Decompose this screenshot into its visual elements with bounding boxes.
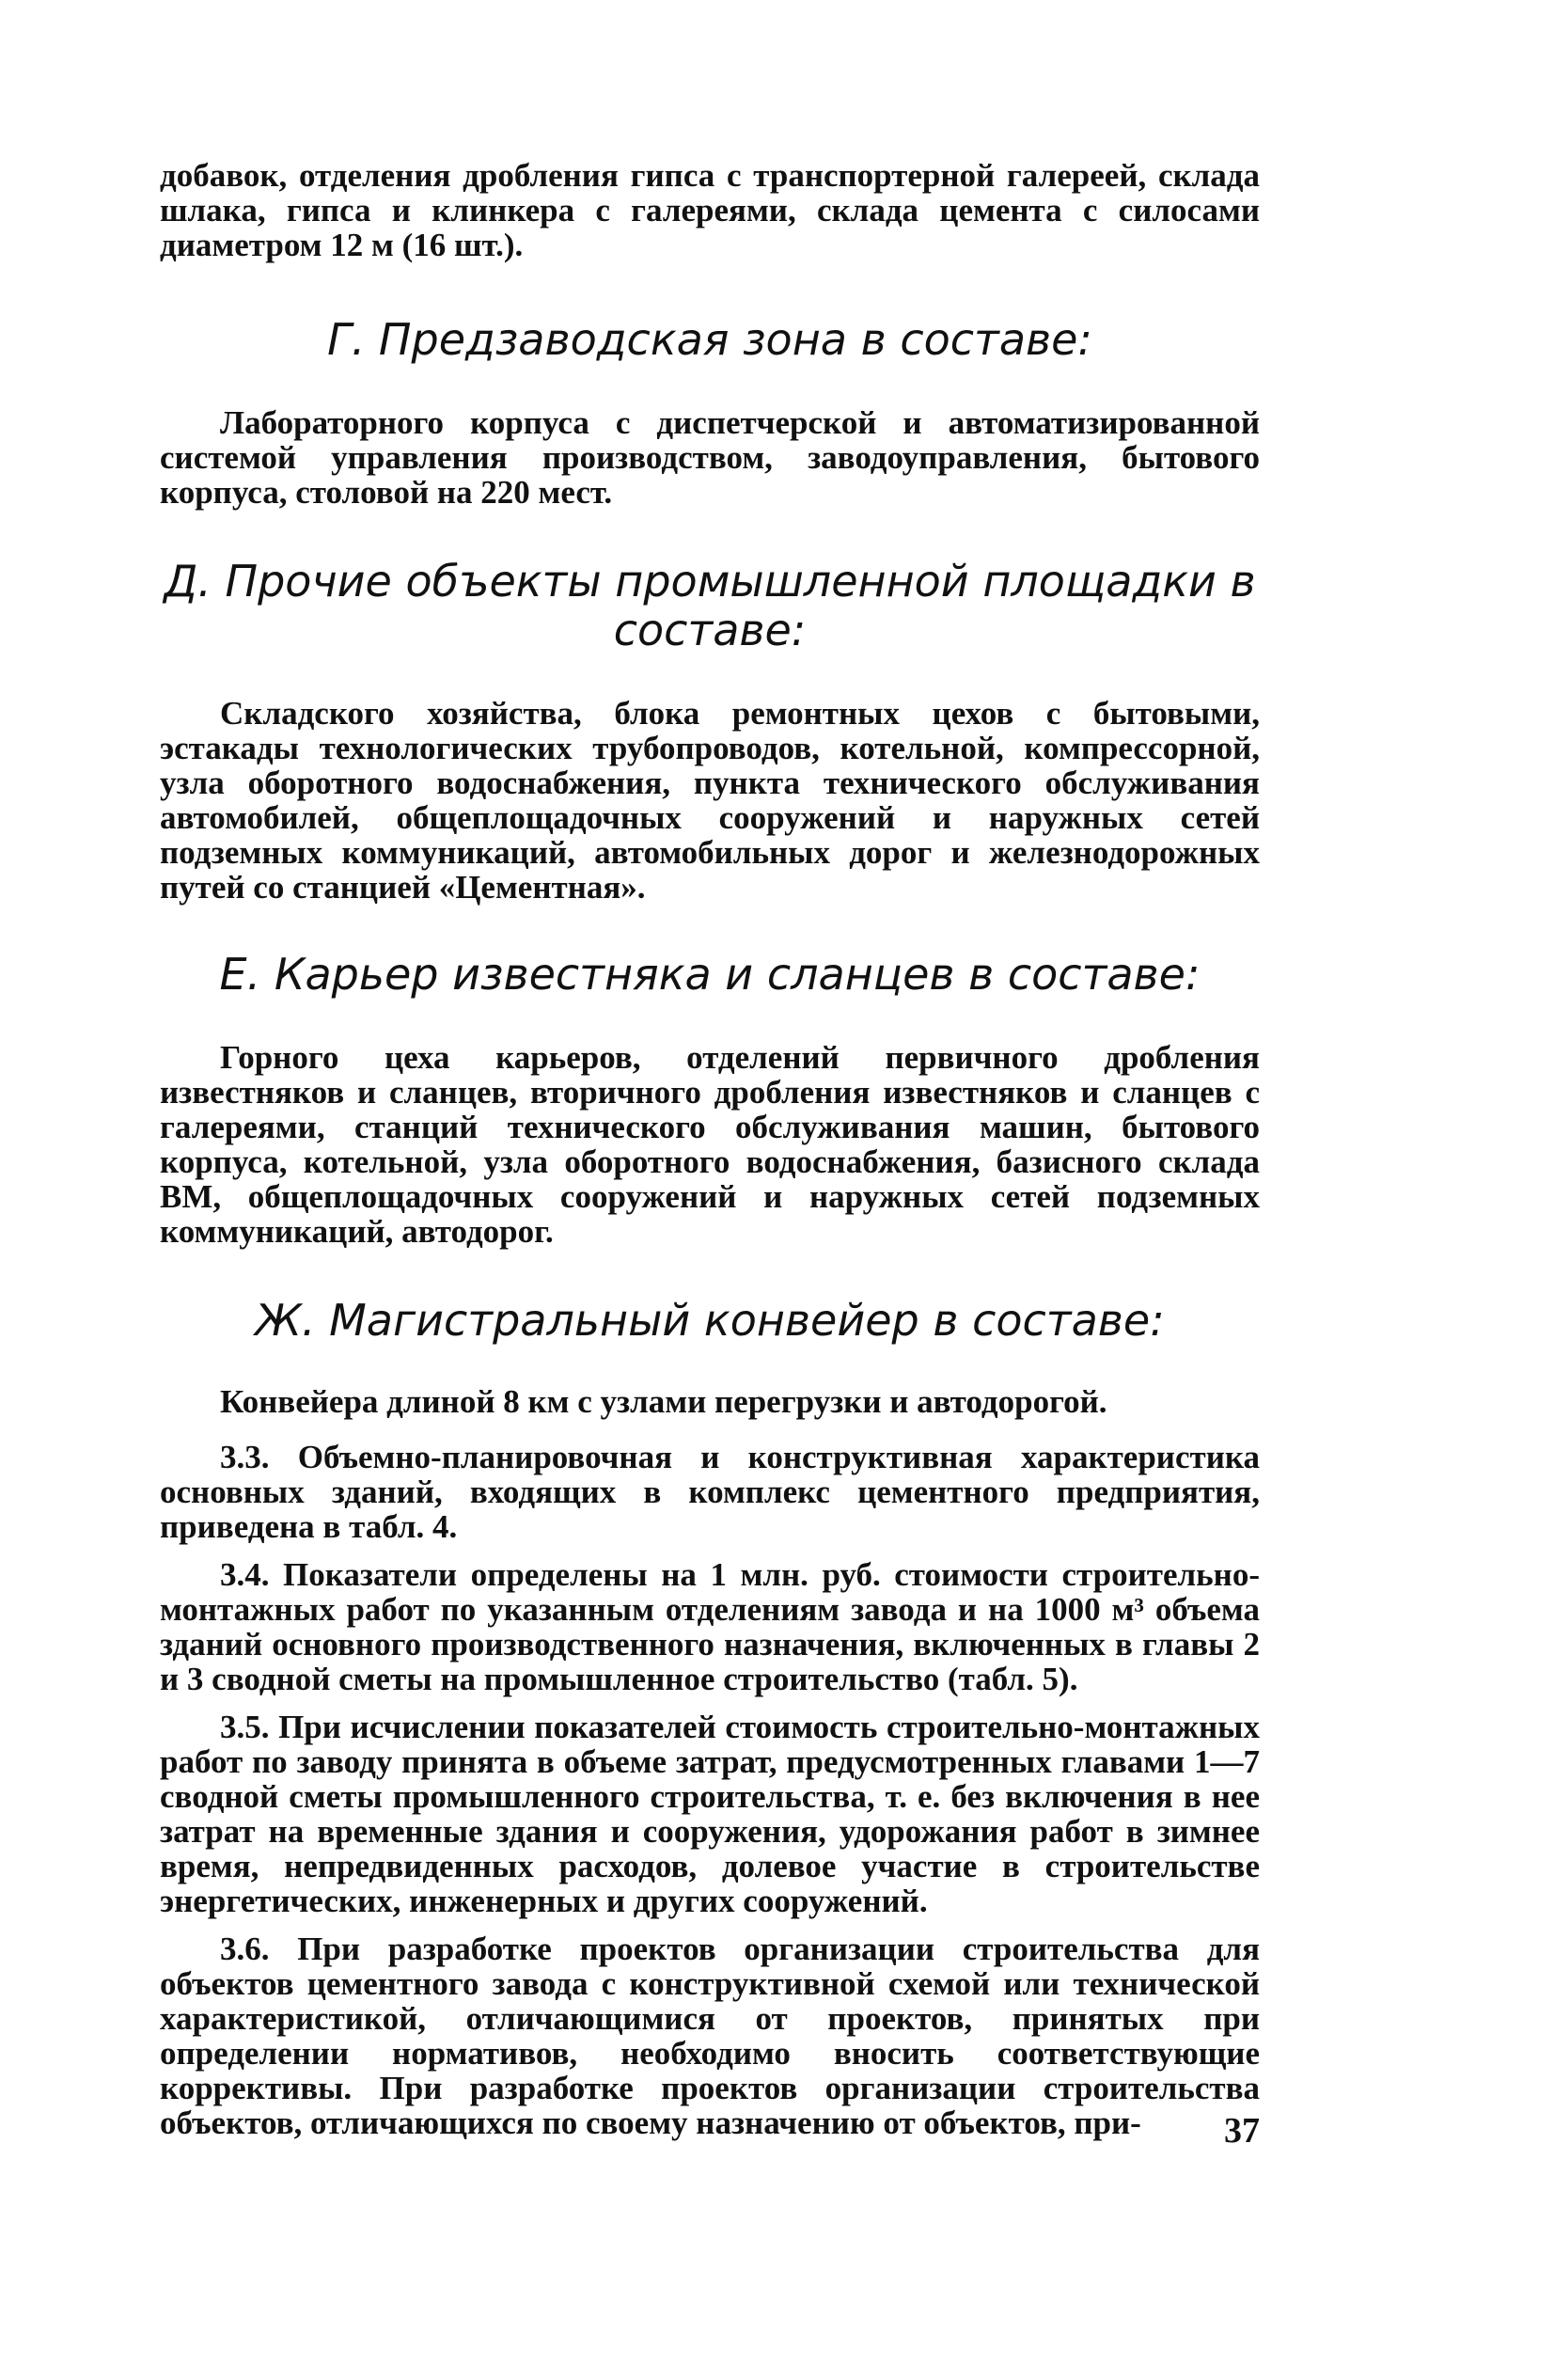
paragraph-3-5: 3.5. При исчислении показателей стоимость строительно-монтажных работ по заводу принята в объеме затрат, предусмотренных главами 1—7 сводной сметы промышленного строительства, т. е. без включения в нее затрат на временные здания и сооружения, удорожания работ в зимнее время, непредвиденных расходов, долевое участие в строительстве энергетических, инженерных и других сооружений. <box>160 1709 1260 1919</box>
section-heading-zh: Ж. Магистральный конвейер в составе: <box>255 1295 1165 1346</box>
section-heading-e: Е. Карьер известняка и сланцев в составе: <box>219 949 1201 1000</box>
document-page <box>160 158 1260 2153</box>
section-text-e: Горного цеха карьеров, отделений первичного дробления известняков и сланцев, вторичного дробления известняков и сланцев с галереями, станций технического обслуживания машин, бытового корпуса, котельной, узла оборотного водоснабжения, базисного склада ВМ, общеплощадочных сооружений и наружных сетей подземных коммуникаций, автодорог. <box>160 1039 1260 1250</box>
paragraph-3-4: 3.4. Показатели определены на 1 млн. руб. стоимости строительно-монтажных работ по указанным отделениям завода и на 1000 м³ объема зданий основного производственного назначения, включенных в главы 2 и 3 сводной сметы на промышленное строительство (табл. 5). <box>160 1556 1260 1697</box>
section-text-d: Складского хозяйства, блока ремонтных цехов с бытовыми, эстакады технологических трубопроводов, котельной, компрессорной, узла оборотного водоснабжения, пункта технического обслуживания автомобилей, общеплощадочных сооружений и наружных сетей подземных коммуникаций, автомобильных дорог и железнодорожных путей со станцией «Цементная». <box>160 695 1260 906</box>
page-number: 37 <box>1224 2111 1260 2151</box>
paragraph-3-6: 3.6. При разработке проектов организации строительства для объектов цементного завода с конструктивной схемой или технической характеристикой, отличающимися от проектов, принятых при определении нормативов, необходимо вносить соответствующие коррективы. При разработке проектов организации строительства объектов, отличающихся по своему назначению от объектов, при- <box>160 1931 1260 2141</box>
section-text-zh: Конвейера длиной 8 км с узлами перегрузки и автодорогой. <box>220 1383 1107 1420</box>
section-text-g: Лабораторного корпуса с диспетчерской и автоматизированной системой управления производством, заводоуправления, бытового корпуса, столовой на 220 мест. <box>160 404 1260 511</box>
intro-paragraph: добавок, отделения дробления гипса с транспортерной галереей, склада шлака, гипса и клинкера с галереями, склада цемента с силосами диаметром 12 м (16 шт.). <box>160 157 1260 263</box>
section-heading-g: Г. Предзаводская зона в составе: <box>327 314 1092 365</box>
paragraph-3-3: 3.3. Объемно-планировочная и конструктивная характеристика основных зданий, входящих в комплекс цементного предприятия, приведена в табл. 4. <box>160 1439 1260 1545</box>
section-heading-d: Д. Прочие объекты промышленной площадки в составе: <box>164 556 1256 655</box>
